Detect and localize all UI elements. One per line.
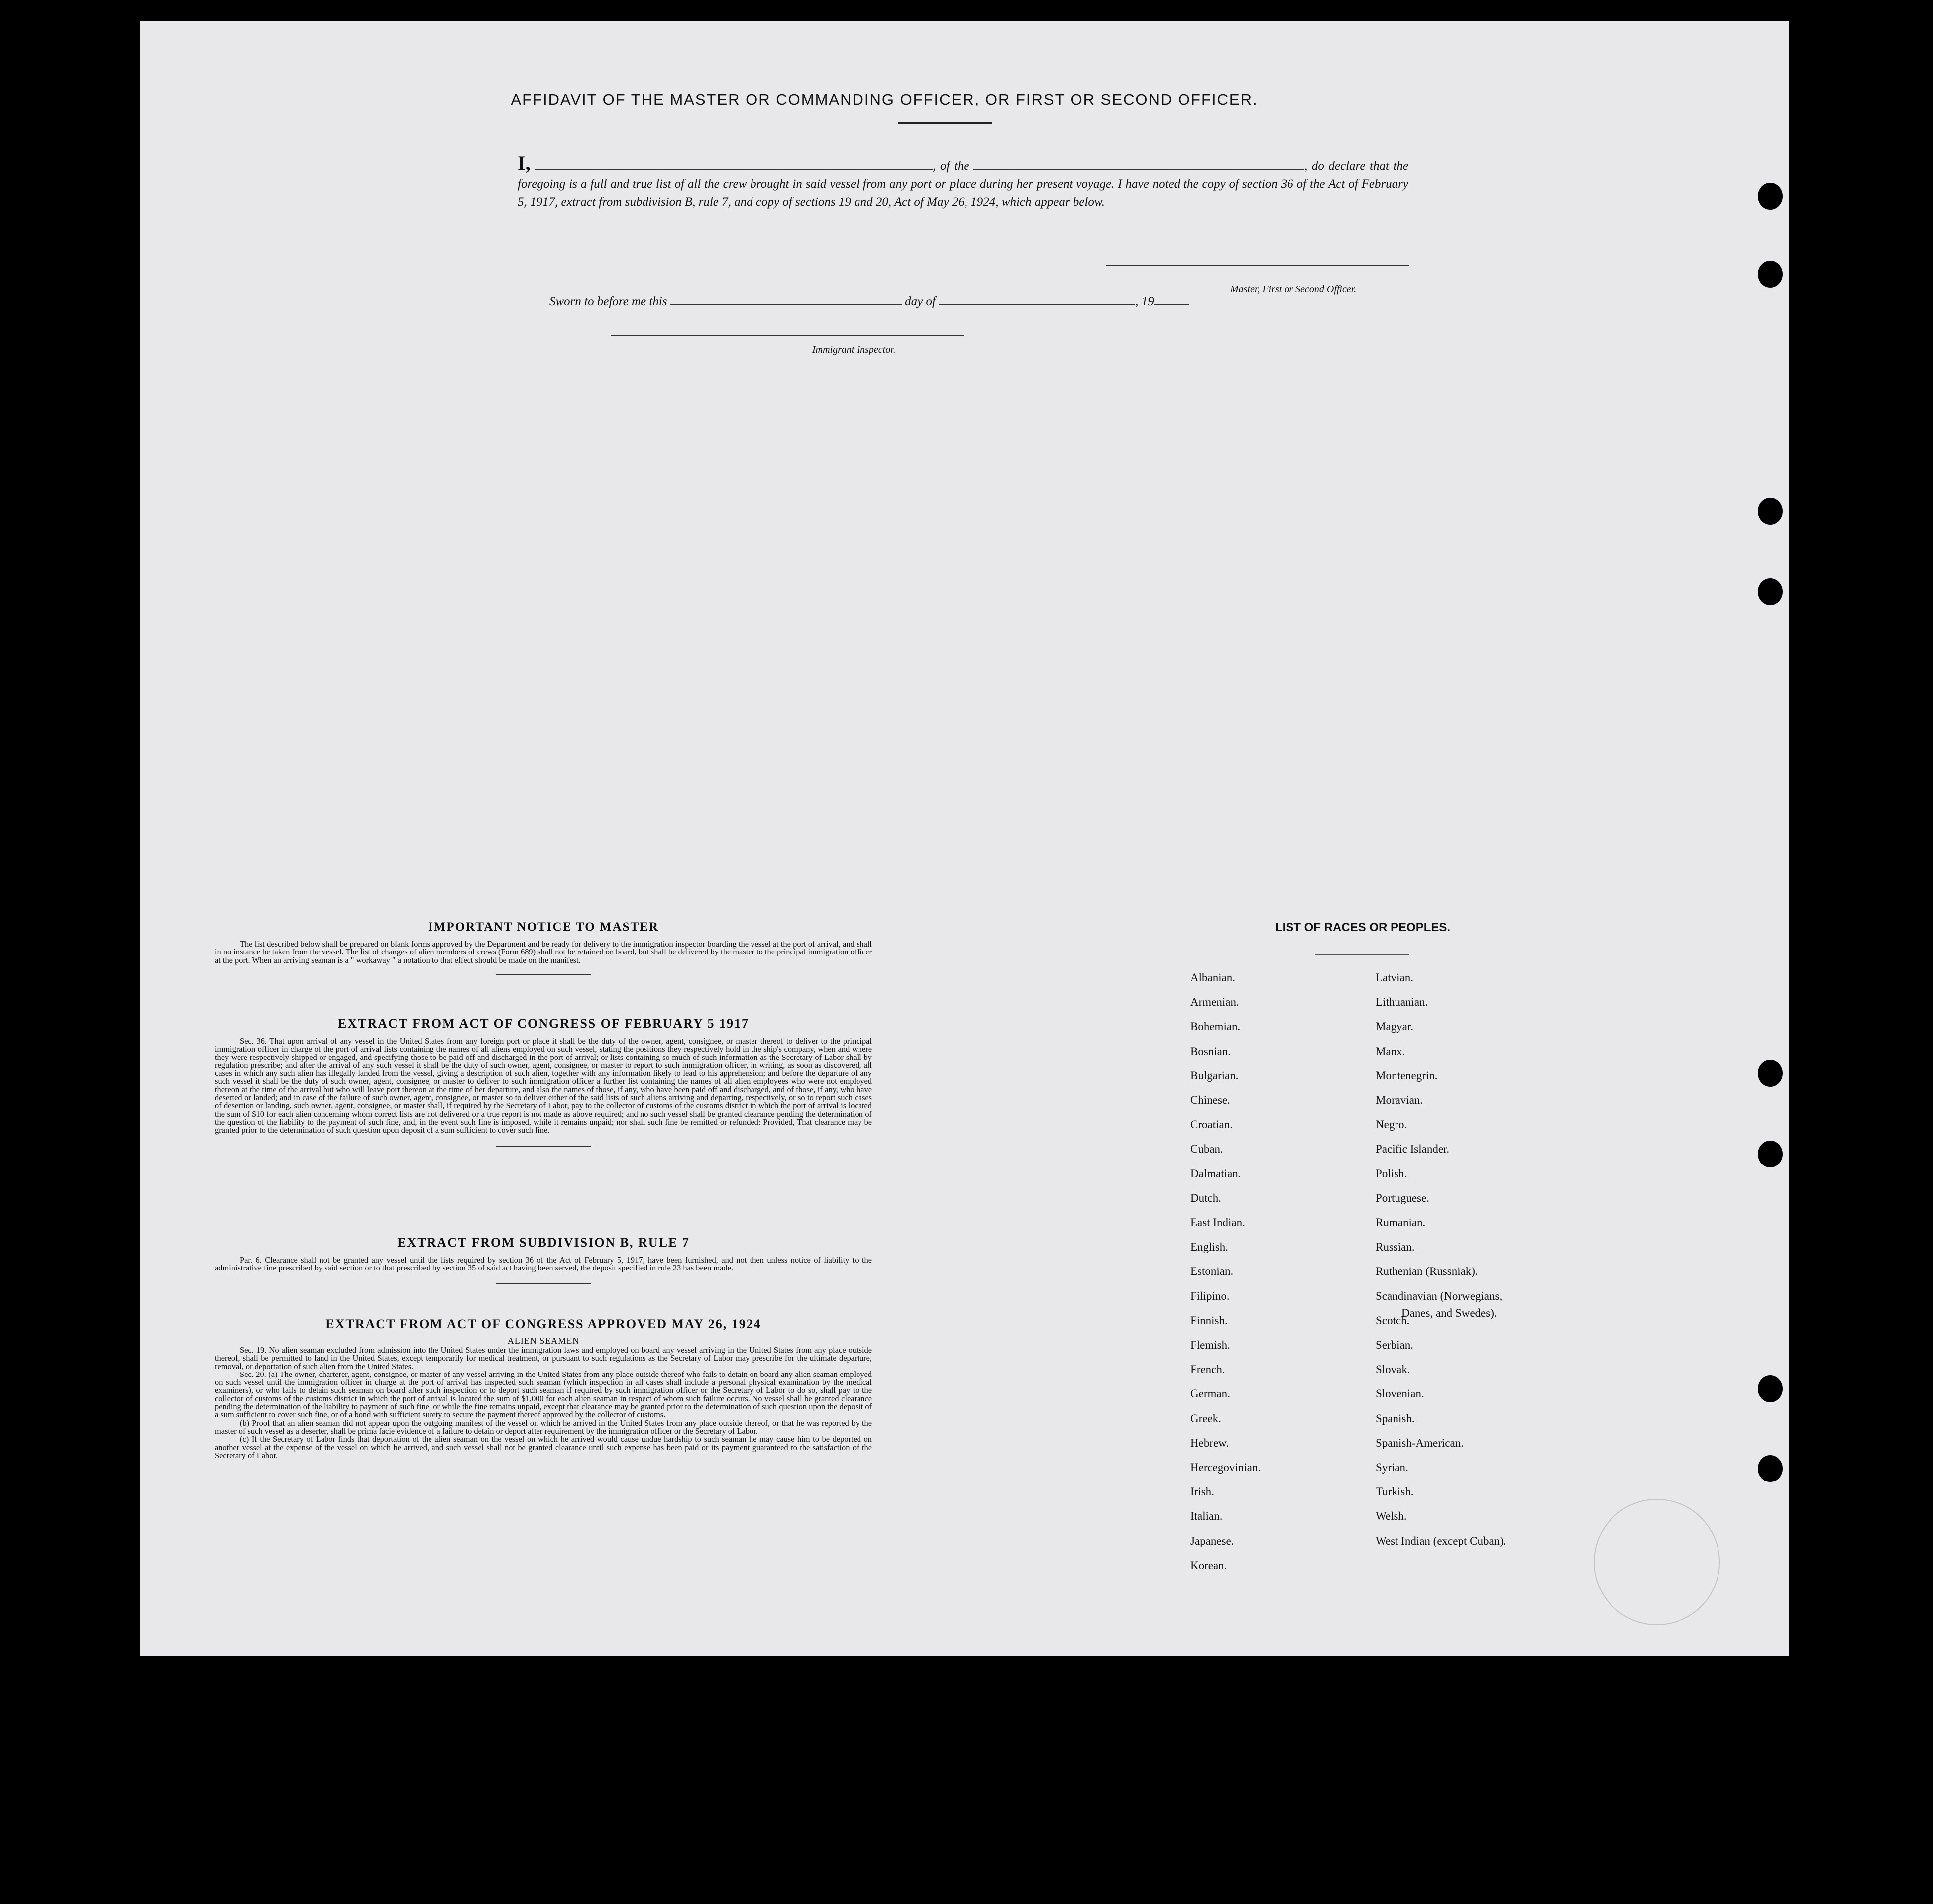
sworn-label: Sworn to before me this [549,295,667,308]
race-item: Spanish-American. [1376,1436,1464,1449]
rule-7-section [215,1235,872,1284]
punch-hole [1758,1455,1783,1482]
race-item: Albanian. [1190,971,1236,984]
divider [1315,954,1409,955]
alien-seamen-subtitle: ALIEN SEAMEN [507,1336,580,1346]
declaration-block [518,154,1408,211]
race-item: Turkish. [1376,1485,1414,1498]
race-item: Spanish. [1376,1412,1415,1425]
race-item: Hercegovinian. [1190,1461,1261,1474]
race-item: Lithuanian. [1376,996,1428,1009]
race-item: Slovenian. [1376,1387,1424,1400]
race-item: Negro. [1376,1118,1407,1131]
declarant-name-field[interactable] [535,160,933,170]
race-item: Portuguese. [1376,1191,1429,1204]
race-item: Japanese. [1190,1534,1234,1547]
race-item: German. [1190,1387,1230,1400]
race-item: Latvian. [1376,971,1413,984]
race-item: Montenegrin. [1376,1069,1438,1082]
race-item: Ruthenian (Russniak). [1376,1265,1478,1278]
race-item: Serbian. [1376,1339,1414,1351]
race-item: Chinese. [1190,1094,1230,1106]
race-item: Finnish. [1190,1314,1228,1327]
race-item: Flemish. [1190,1339,1230,1351]
sworn-line [549,295,1189,309]
signature-field[interactable] [1106,265,1409,266]
race-item: Estonian. [1190,1265,1234,1278]
race-item: Filipino. [1190,1289,1230,1302]
divider [496,1283,591,1284]
signature-label: Master, First or Second Officer. [1230,284,1357,295]
inspector-label: Immigrant Inspector. [812,344,896,355]
race-item: Russian. [1376,1241,1415,1254]
declarant-label: I, [518,152,531,174]
race-item: Dutch. [1190,1191,1221,1204]
race-item: French. [1190,1363,1225,1376]
inspector-signature-field[interactable] [611,335,964,336]
punch-hole [1758,1141,1783,1167]
do-declare-label: , do declare [1304,159,1366,173]
punch-hole [1758,578,1783,605]
race-item: Cuban. [1190,1143,1223,1156]
sworn-month-field[interactable] [939,297,1135,305]
race-item: West Indian (except Cuban). [1376,1534,1506,1547]
race-item: Armenian. [1190,996,1239,1009]
extract-1917-title: EXTRACT FROM ACT OF CONGRESS OF FEBRUARY 5 1917 [338,1016,749,1031]
affidavit-title: AFFIDAVIT OF THE MASTER OR COMMANDING OFFICER, OR FIRST OR SECOND OFFICER. [511,91,1258,108]
race-item: Italian. [1190,1510,1223,1523]
race-item: Moravian. [1376,1094,1423,1106]
race-item: Bulgarian. [1190,1069,1239,1082]
race-item: Slovak. [1376,1363,1410,1376]
race-item: Scandinavian (Norwegians, [1376,1289,1503,1302]
sec-20a-text: Sec. 20. (a) The owner, charterer, agent, consignee, or master of any vessel arriving in the United States from any place outside thereof who fails to detain on board any alien seaman employed on such vessel until the immigration officer in charge at the port of arrival has inspected such seaman (which inspection in all cases shall include a personal physical examination by the medical examiners), or who fails to detain such seaman on board after such inspection or to deport such seaman if required by such immigration officer or the Secretary of Labor to do so, shall pay to the collector of customs of the customs district in which the port of arrival is located the sum of $1,000 for each alien seaman in respect of whom such failure occurs. No vessel shall be granted clearance pending the determination of the liability to payment of such fine, or while the fine remains unpaid, except that clearance may be granted prior to the determination of such question upon the deposit of a sum sufficient to cover such fine, or of a bond with sufficient surety to secure the payment thereof approved by the collector of customs. [215,1369,872,1420]
punch-hole [1758,1375,1783,1402]
race-item: Korean. [1190,1559,1227,1572]
race-item: Rumanian. [1376,1216,1426,1229]
race-item: Pacific Islander. [1376,1143,1450,1156]
divider [496,1146,591,1147]
race-item: Dalmatian. [1190,1167,1241,1180]
notice-text: The list described below shall be prepared on blank forms approved by the Department and be ready for delivery to the immigration inspector boarding the vessel at the port of arrival, and shall in no instance be taken from the vessel. The list of changes of alien members of crews (Form 689) shall not be retained on board, but shall be delivered by the master to the principal immigration officer at the port. When an arriving seaman is a " workaway " a notation to that effect should be made on the manifest. [215,939,872,965]
declaration-text: that the foregoing is a full and true list of all the crew brought in said vessel from any port or place during her present voyage. I have noted the copy of section 36 of the Act of February 5, 1917, extract from subdivision B, rule 7, and copy of sections 19 and 20, Act of May 26, 1924, which appear below. [518,159,1409,209]
document-page [140,21,1789,1656]
punch-hole [1758,1060,1783,1087]
sec-20c-text: (c) If the Secretary of Labor finds that deportation of the alien seaman on the vessel on which he arrived would cause undue hardship to such seaman he may cause him to be deported on another vessel at the expense of the vessel on which he arrived, and such vessel shall not be granted clearance until such expense has been paid or its payment guaranteed to the satisfaction of the Secretary of Labor. [215,1434,872,1460]
extract-1924-section [215,1317,872,1460]
sec-20b-text: (b) Proof that an alien seaman did not appear upon the outgoing manifest of the vessel on which he arrived in the United States from any place outside thereof, or that he was reported by the master of such vessel as a deserter, shall be prima facie evidence of a failure to detain or deport after requirement by the immigration officer or the Secretary of Labor. [215,1418,872,1436]
race-item: Croatian. [1190,1118,1233,1131]
race-item: English. [1190,1241,1229,1254]
embossed-seal [1594,1499,1720,1625]
races-title: LIST OF RACES OR PEOPLES. [1275,921,1451,934]
extract-1917-text: Sec. 36. That upon arrival of any vessel in the United States from any foreign port or place it shall be the duty of the owner, agent, consignee, or master thereof to deliver to the principal immigration officer in charge of the port of arrival lists containing the names of all aliens employed on such vessel, stating the positions they respectively hold in the ship's company, when and where they were respectively shipped or engaged, and specifying those to be paid off and discharged in the port of arrival; or lists containing so much of such information as the Secretary of Labor shall by regulation prescribe; and after the arrival of any such vessel it shall be the duty of such owner, agent, consignee, or master to report to such immigration officer, in writing, as soon as discovered, all cases in which any such alien has illegally landed from the vessel, giving a description of such alien, together with any information likely to lead to his apprehension; and before the departure of any such vessel it shall be the duty of such owner, agent, consignee, or master to deliver to such immigration officer a further list containing the names of all alien employees who were not employed thereon at the time of the arrival but who will leave port thereon at the time of her departure, and also the names of those, if any, who have been paid off and discharged, and of those, if any, who have deserted or landed; and in case of the failure of such owner, agent, consignee, or master so to deliver either of the said lists of such aliens arriving and departing, respectively, or so to report such cases of desertion or landing, such owner, agent, consignee, or master shall, if required by the Secretary of Labor, pay to the collector of customs of the customs district in which the port of arrival is located the sum of $10 for each alien concerning whom correct lists are not delivered or a true report is not made as above required; and no such vessel shall be granted clearance pending the determination of the question of the liability to the payment of such fine, and, in the event such fine is imposed, while it remains unpaid; nor shall such fine be remitted or refunded: Provided, That clearance may be granted prior to the determination of such question upon deposit of a sum sufficient to cover such fine. [215,1036,872,1135]
day-of-label: day of [905,295,936,308]
race-item: Manx. [1376,1045,1405,1058]
rule-7-title: EXTRACT FROM SUBDIVISION B, RULE 7 [397,1235,690,1250]
rule-7-text: Par. 6. Clearance shall not be granted any vessel until the lists required by section 36 of the Act of February 5, 1917, have been furnished, and not then unless notice of liability to the administrative fine prescribed by said section or to that prescribed by section 35 of said act having been served, the deposit specified in rule 23 has been made. [215,1255,872,1273]
race-item: Greek. [1190,1412,1221,1425]
extract-1924-text [215,1346,872,1460]
race-item: Irish. [1190,1485,1214,1498]
sworn-day-field[interactable] [670,297,902,305]
punch-hole [1758,498,1783,525]
sworn-year-field[interactable] [1154,297,1189,305]
sec-19-text: Sec. 19. No alien seaman excluded from admission into the United States under the immigration laws and employed on board any vessel arriving in the United States from any place outside thereof, shall be permitted to land in the United States, except temporarily for medical treatment, or pursuant to such regulations as the Secretary of Labor may prescribe for the ultimate departure, removal, or deportation of such alien from the United States. [215,1345,872,1371]
race-item: Bohemian. [1190,1020,1241,1033]
notice-title: IMPORTANT NOTICE TO MASTER [428,920,659,934]
race-item: East Indian. [1190,1216,1245,1229]
extract-1924-title: EXTRACT FROM ACT OF CONGRESS APPROVED MAY 26, 1924 [325,1317,761,1331]
divider [496,974,591,975]
punch-hole [1758,261,1783,288]
year-label: , 19 [1135,295,1154,308]
punch-hole [1758,183,1783,210]
of-the-label: , of the [933,159,969,173]
race-item: Scotch. [1376,1314,1410,1327]
race-item: Bosnian. [1190,1045,1231,1058]
extract-1917-section [215,1016,872,1147]
race-item: Polish. [1376,1167,1407,1180]
race-item: Welsh. [1376,1510,1407,1523]
race-item: Danes, and Swedes). [1401,1306,1497,1319]
race-item: Hebrew. [1190,1436,1229,1449]
vessel-name-field[interactable] [973,160,1304,170]
notice-section [215,920,872,975]
race-item: Magyar. [1376,1020,1414,1033]
race-item: Syrian. [1376,1461,1408,1474]
title-rule [898,122,992,124]
